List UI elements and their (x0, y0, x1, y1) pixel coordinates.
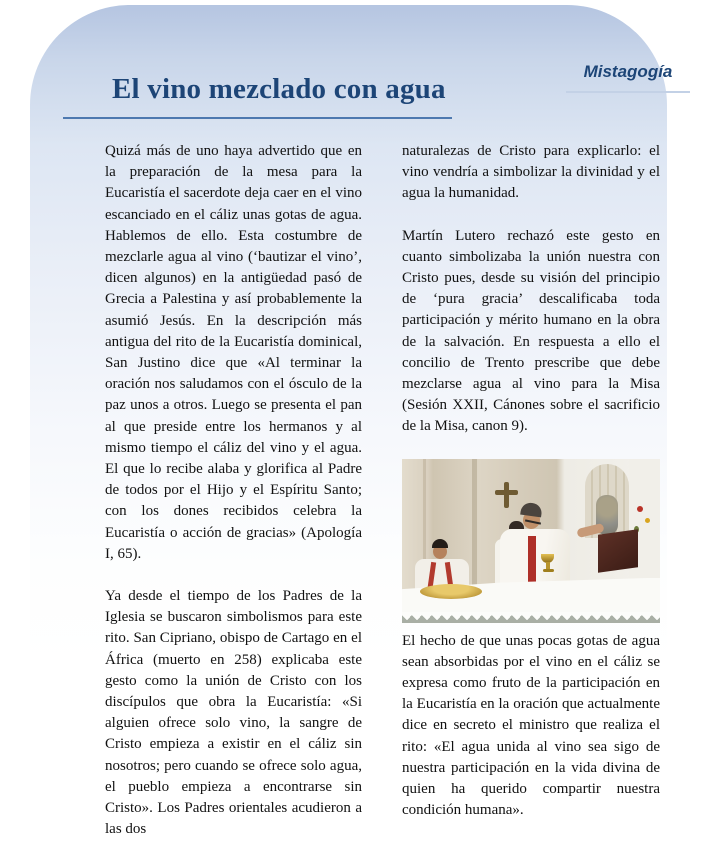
priest-left-hair (432, 539, 448, 548)
missal-stand (598, 530, 638, 574)
section-underline (566, 91, 690, 93)
paragraph-intro: Quizá más de uno haya advertido que en la preparación de la mesa para la Eucaristía el sacerdote deja caer en el vino escanciado en el cáliz unas gotas de agua. Hablemos de ello. Esta costumbre de mezclarle agua al vino (‘bautizar el vino’, dicen algunos) en la antigüedad pasó de Grecia a Palestina y así probablemente la asumió Jesús. En la descripción más antigua del rito de la Eucaristía dominical, San Justino dice que «Al terminar la oración nos saludamos con el ósculo de la paz unos a otros. Luego se presenta el pan al que preside entre los hermanos y al mismo tiempo el cáliz del vino y el agua. El que lo recibe alaba y glorifica al Padre de todos por el Hijo y el Espíritu Santo; con los dones recibidos celebra la Eucaristía o acción de gracias» (Apología I, 65). (105, 143, 362, 562)
title-underline (63, 117, 452, 119)
priest-main-hair (520, 502, 543, 518)
paragraph-fathers: Ya desde el tiempo de los Padres de la Iglesia se buscaron simbolismos para este rito. San Cipriano, obispo de Cartago en el África (muerto en 258) explicaba este gesto como la unión de Cristo con los discípulos que obra la Eucaristía: «Si alguien ofrece solo vino, la sangre de Cristo empieza a existir en el cáliz sin nosotros; pero cuando se ofrece solo agua, el pueblo empieza a encontrarse sin Cristo». Los Padres orientales acudieron a las dos (105, 588, 362, 838)
bread-paten (420, 584, 482, 599)
cross-icon (495, 490, 518, 495)
priest-middle-hair (509, 521, 524, 529)
flower-yellow (645, 518, 650, 523)
left-column (105, 141, 362, 842)
flower-red (637, 506, 643, 512)
chalice-icon (543, 569, 554, 572)
page-title: El vino mezclado con agua (112, 73, 446, 105)
section-label: Mistagogía (583, 62, 673, 81)
paragraph-caption: El hecho de que unas pocas gotas de agua sean absorbidas por el vino en el cáliz se expresa como fruto de la participación en la Eucaristía en la oración que actualmente dice en secreto el ministro que realiza el rito: «El agua unida al vino sea sigo de nuestra participación en la vida divina de quien ha querido compartir nuestra condición humana». (402, 632, 660, 819)
wall-column-shadow (472, 459, 477, 590)
lace-trim (402, 612, 660, 620)
page-card (30, 5, 673, 838)
mass-photo (402, 459, 660, 623)
paragraph-luther-trent: Martín Lutero rechazó este gesto en cuanto simbolizaba la unión nuestra con Cristo pues, desde su visión del principio de ‘pura gracia’ descalificaba toda participación y mérito humano en la obra de la salvación. En respuesta a ello el concilio de Trento prescribe que debe mezclarse agua al vino para la Misa (Sesión XXII, Cánones sobre el sacrificio de la Misa, canon 9). (402, 227, 660, 435)
paragraph-natures: naturalezas de Cristo para explicarlo: el vino vendría a simbolizar la divinidad y el agua la humanidad. (402, 143, 660, 202)
right-column (402, 141, 660, 842)
